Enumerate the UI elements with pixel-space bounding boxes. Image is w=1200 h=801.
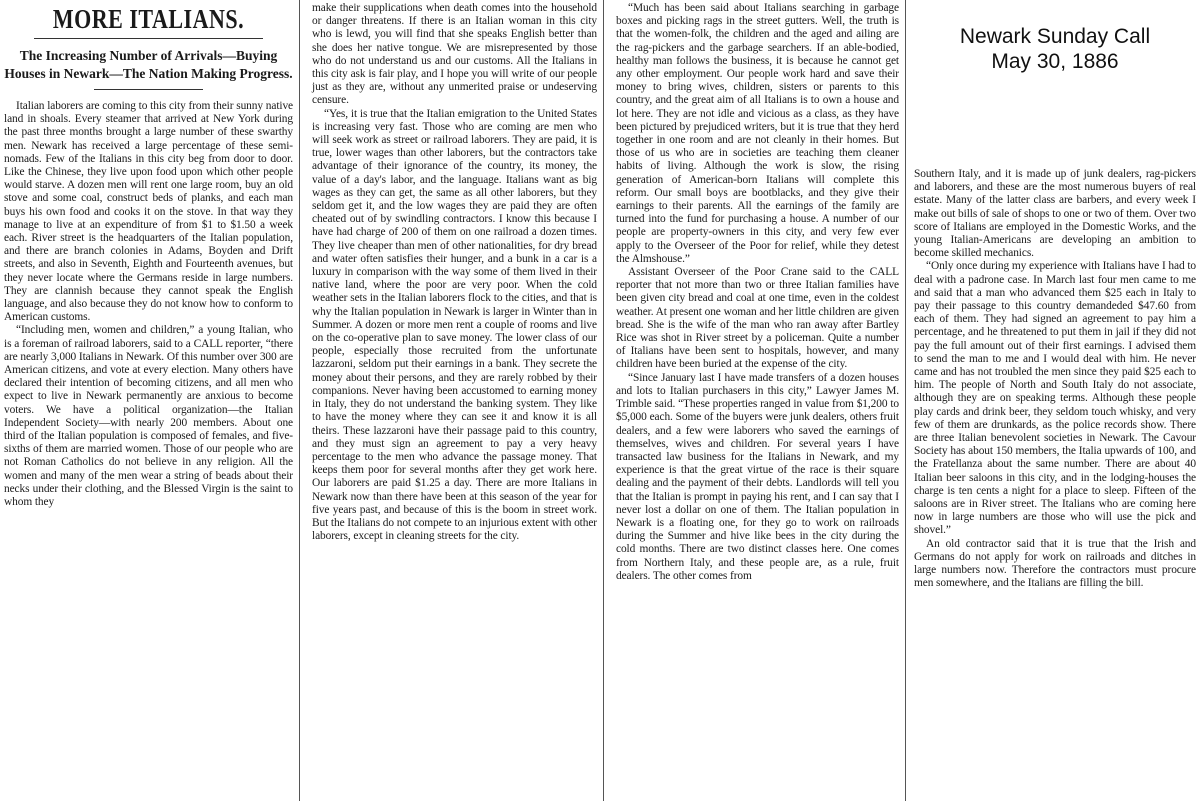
article-paragraph: “Only once during my experience with Italians have I had to deal with a padrone case. In March last four men came to me and said that a man who advanced them $25 each in Italy to pay their passage to this country demandeded $47.60 from each of them. They had signed an agreement to pay him a percentage, and he threatened to put them in jail if they did not pay the full amount out of their first earnings. I advised them to send the man to me and I would deal with him. He never came and has not troubled the men since they paid $25 each to him. The people of North and South Italy do not associate, although they are on speaking terms. Although these people play cards and drink beer, they seldom touch whisky, and very few of them are drunkards, as the police records show. There are three Italian benevolent societies in Newark. The Cavour Society has about 150 members, the Italia upwards of 100, and the Fratellanza about the same number. There are about 40 Italian beer saloons in this city, and in the lodging-houses the charge is ten cents a night for a place to sleep. Fifteen of the saloons are in River street. The Italians who are coming here now in large numbers are those who will use the pick and shovel.”	[914, 260, 1196, 537]
column-4	[906, 0, 1200, 801]
article-paragraph: Italian laborers are coming to this city from their sunny native land in shoals. Every steamer that arrived at New York during the past three months brought a large number of these swarthy men. Newark has received a large percentage of these semi-nomads. Few of the Italians in this city beg from door to door. Like the Chinese, they live upon food upon which other people would starve. A dozen men will rent one large room, buy an old stove and some coal, construct beds of planks, and each man buys his own food and cooks it on the stove. In that way they manage to live at an expenditure of from $1 to $1.50 a week each. River street is the headquarters of the Italian population, and there are branch colonies in Adams, Boyden and Drift streets, and also in Seventh, Eighth and Fourteenth avenues, but they never locate where the Germans reside in large numbers. They are clannish because they cannot speak the English language, and also because they do not know how to conform to American customs.	[4, 100, 293, 324]
divider-rule	[34, 38, 263, 39]
article-paragraph: “Yes, it is true that the Italian emigration to the United States is increasing very fast. Those who are coming are men who will seek work as street or railroad laborers. They are paid, it is true, lower wages than other laborers, but the contractors take advantage of their ignorance of the country, its money, the value of a day's labor, and the language. Italians want as big wages as they can get, the same as all other laborers, but they seldom get it, and the low wages they are paid they are often cheated out of by swindling contractors. I know this because I have had charge of 200 of them on one railroad a dozen times. They live cheaper than men of other nationalities, for dry bread and water often satisfies their hunger, and a bunk in a car is a luxury in comparison with the way some of them lived in their native land, where the poor are very poor. When the cold weather sets in the Italian laborers flock to the cities, and that is why the Italian population in Newark is larger in Winter than in Summer. A dozen or more men rent a couple of rooms and live on the co-operative plan to save money. The lower class of our people, especially those recruited from the unfortunate lazzaroni, seldom put their earnings in a bank. They secrete the money about their persons, and they are rarely robbed by their companions. Never having been accustomed to earning money in Italy, they do not understand the banking system. They like to have the money where they can see it and know it is all theirs. These lazzaroni have their passage paid to this country, and they must sign an agreement to pay a very heavy percentage to the men who advance the passage money. That keeps them poor for several months after they get work here. Our laborers are paid $1.25 a day. There are more Italians in Newark now than there have been at this season of the year for five years past, and because of this is the boom in street work. But the Italians do not compete to an injurious extent with other laborers, except in cleaning streets for the city.	[312, 107, 597, 543]
column-3	[606, 0, 906, 801]
article-paragraph: An old contractor said that it is true that the Irish and Germans do not apply for work on railroads and ditches in large numbers now. Therefore the contractors must procure men somewhere, and the Italians are filling the bill.	[914, 537, 1196, 590]
source-caption	[914, 24, 1196, 74]
article-paragraph: Southern Italy, and it is made up of junk dealers, rag-pickers and laborers, and these are the most numerous buyers of real estate. Many of the latter class are barbers, and every week I make out bills of sale of shops to one or two of them. Over two score of Italians are employed in the Domestic Works, and the young Italian-Americans are developing an ambition to become skilled mechanics.	[914, 168, 1196, 260]
column-1	[0, 0, 300, 801]
article-paragraph: “Including men, women and children,” a young Italian, who is a foreman of railroad laborers, said to a CALL reporter, “there are nearly 3,000 Italians in Newark. Of this number over 300 are American citizens, and vote at every election. Many others have declared their intention of becoming citizens, and all men who expect to live in Newark permanently are anxious to become voters. We have a political organization—the Italian Independent Society—with nearly 200 members. About one third of the Italian population is composed of females, and five-sixths of them are married women. Those of our people who are not Roman Catholics do not believe in any religion. All the women and many of the men wear a string of beads about their necks under their clothing, and the Blessed Virgin is the saint to whom they	[4, 324, 293, 509]
source-date: May 30, 1886	[991, 50, 1119, 73]
article-paragraph: Assistant Overseer of the Poor Crane said to the CALL reporter that not more than two or three Italian families have been given city bread and coal at one time, even in the coldest weather. At present one woman and her little children are given bread. She is the wife of the man who ran away after Bartley Rice was shot in River street by a policeman. Quite a number of Italians have been sent to hospitals, however, and many children have been buried at the expense of the city.	[616, 266, 899, 371]
source-newspaper: Newark Sunday Call	[959, 25, 1151, 48]
article-paragraph: “Much has been said about Italians searching in garbage boxes and picking rags in the street gutters. Well, the truth is that the women-folk, the children and the aged and ailing are the rag-pickers and the garbage searchers. If an able-bodied, healthy man follows the business, it is because he cannot get any other employment. Our people work hard and save their money to bring wives, children, sisters or parents to this country, and the great aim of all Italians is to own a house and lot here. They are not idle and vicious as a class, as they have been pictured by prejudiced writers, but it is true that they herd together in one room and are not cleanly in their homes. But those of us who are in societies are teaching them cleaner habits of living. Although the work is slow, the rising generation of American-born Italians will complete this reform. Our small boys are bootblacks, and they give their earnings to their parents. All the earnings of the family are turned into the fund for purchasing a house. A number of our people are property-owners in this city, and very few ever apply to the Overseer of the Poor for relief, while they detest the Almshouse.”	[616, 2, 899, 265]
column-4-article	[914, 168, 1196, 591]
subheadline: The Increasing Number of Arrivals—Buying Houses in Newark—The Nation Making Progress.	[4, 48, 293, 81]
article-paragraph: “Since January last I have made transfers of a dozen houses and lots to Italian purchasers in this city,” Lawyer James M. Trimble said. “These properties ranged in value from $1,200 to $5,000 each. Some of the buyers were junk dealers, others fruit dealers, and a few were laborers who saved the earnings of themselves, wives and children. For several years I have transacted law business for the Italians in Newark, and my experience is that the great virtue of the race is their square dealing and the payment of their debts. Landlords will tell you that the Italian is prompt in paying his rent, and I can say that I never lost a dollar on one of them. The Italian population in Newark is a floating one, for they go to work on railroads during the Summer and hive like bees in the city during the cold months. There are two distinct classes here. One comes from Northern Italy, and these people are, as a rule, fruit dealers. The other comes from	[616, 371, 899, 582]
divider-rule	[94, 89, 203, 90]
article-paragraph: make their supplications when death comes into the household or danger threatens. If there is an Italian woman in this city who is lewd, you will find that she speaks English better than she does her native tongue. We are misrepresented by those who do not understand us and our customs. All the Italians in this city ask is fair play, and I hope you will write of our people just as they are, without any unmerited praise or undeserving censure.	[312, 2, 597, 107]
column-2	[302, 0, 604, 801]
headline: MORE ITALIANS.	[52, 2, 245, 34]
